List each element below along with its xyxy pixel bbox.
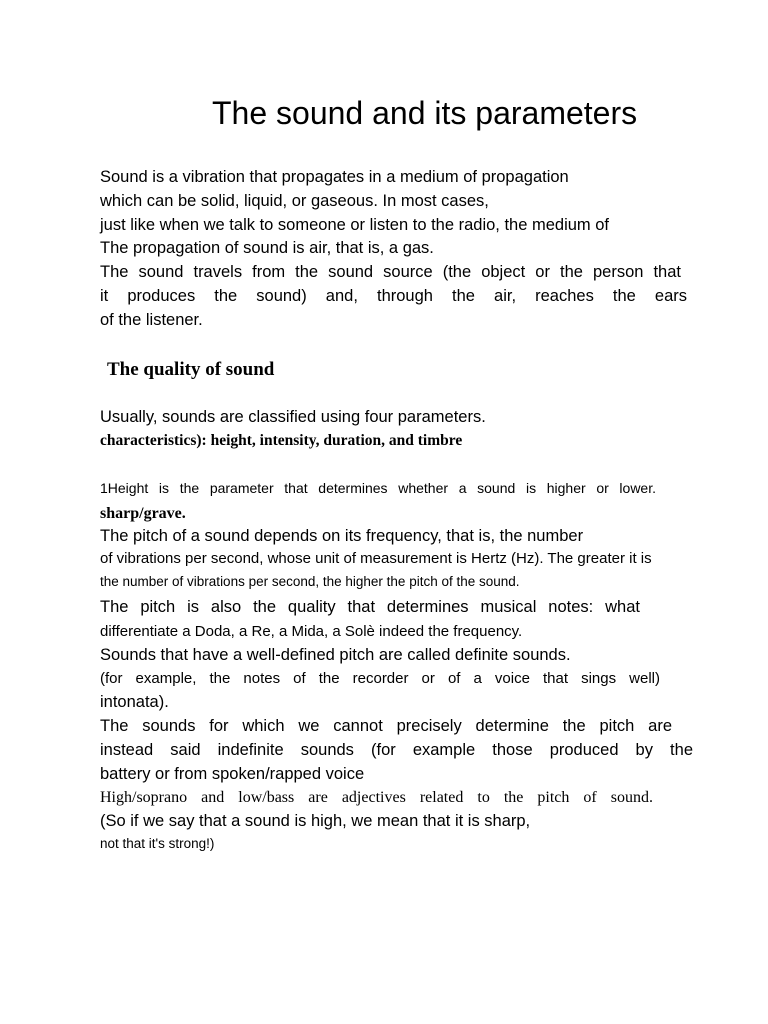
classification-line: Usually, sounds are classified using four parameters. (100, 408, 486, 426)
pitch-line: The sounds for which we cannot precisely determine the pitch are (100, 717, 672, 735)
pitch-line: The pitch of a sound depends on its frequency, that is, the number (100, 527, 584, 545)
intro-line: which can be solid, liquid, or gaseous. In most cases, (100, 192, 489, 210)
pitch-line: The pitch is also the quality that determines musical notes: what (100, 598, 640, 616)
pitch-line: (for example, the notes of the recorder or of a voice that sings well) (100, 670, 660, 687)
pitch-line: High/soprano and low/bass are adjectives related to the pitch of sound. (100, 789, 653, 806)
intro-line: The sound travels from the sound source (the object or the person that (100, 263, 681, 281)
intro-line: Sound is a vibration that propagates in a medium of propagation (100, 168, 569, 186)
intro-line: The propagation of sound is air, that is, a gas. (100, 239, 434, 257)
pitch-line: battery or from spoken/rapped voice (100, 765, 365, 783)
pitch-line: sharp/grave. (100, 505, 186, 522)
page-title: The sound and its parameters (212, 95, 638, 131)
pitch-line: of vibrations per second, whose unit of measurement is Hertz (Hz). The greater it is (100, 550, 652, 567)
intro-line: of the listener. (100, 311, 203, 329)
pitch-line: intonata). (100, 693, 169, 711)
pitch-line: Sounds that have a well-defined pitch are called definite sounds. (100, 646, 571, 664)
intro-line: just like when we talk to someone or listen to the radio, the medium of (100, 216, 610, 234)
pitch-line: 1Height is the parameter that determines whether a sound is higher or lower. (100, 480, 656, 496)
pitch-line: the number of vibrations per second, the higher the pitch of the sound. (100, 574, 520, 589)
pitch-line: instead said indefinite sounds (for example those produced by the (100, 741, 693, 759)
section-heading: The quality of sound (107, 359, 275, 380)
pitch-line: not that it's strong!) (100, 836, 215, 851)
pitch-line: differentiate a Doda, a Re, a Mida, a Solè indeed the frequency. (100, 623, 523, 640)
pitch-line: (So if we say that a sound is high, we mean that it is sharp, (100, 812, 531, 830)
intro-line: it produces the sound) and, through the air, reaches the ears (100, 287, 687, 305)
classification-line: characteristics): height, intensity, duration, and timbre (100, 432, 463, 449)
